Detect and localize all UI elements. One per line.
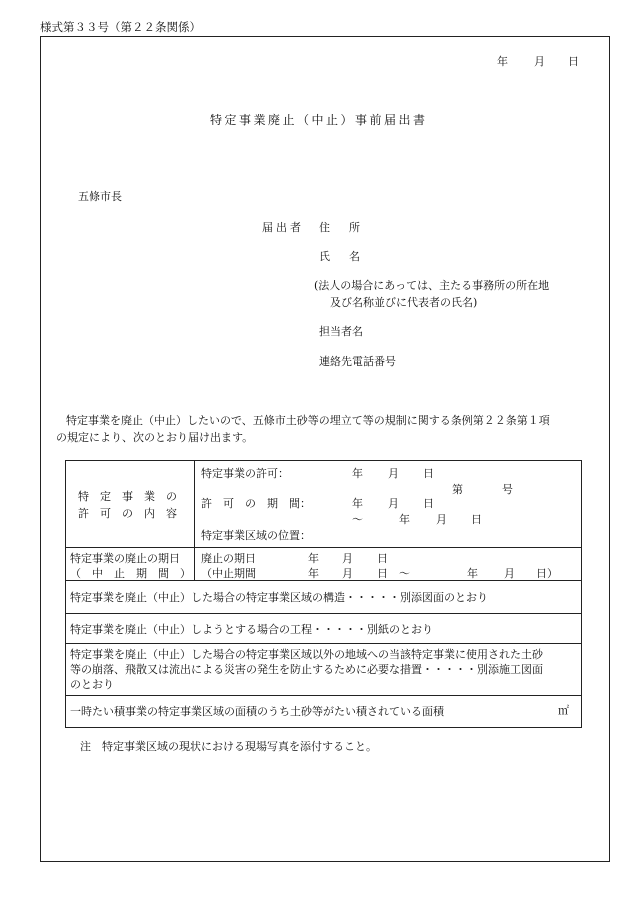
structure-row — [66, 581, 581, 614]
period-month: 月 — [388, 497, 399, 510]
abolish-year: 年 — [308, 552, 319, 565]
measures-line3: のとおり — [70, 678, 114, 691]
period-year: 年 — [352, 497, 363, 510]
form-number: 様式第３３号（第２２条関係） — [40, 20, 201, 34]
measures-row — [66, 644, 581, 696]
period-label: 許 可 の 期 間： — [201, 497, 311, 510]
period-tilde: ～ — [352, 513, 363, 526]
applicant-note-line1: (法人の場合にあっては、主たる事務所の所在地 — [314, 279, 550, 292]
area-row — [66, 696, 581, 727]
suspend-year2: 年 — [467, 567, 478, 580]
permit-date-label: 特定事業の許可： — [201, 467, 289, 480]
suspend-label: （中止期間 — [201, 567, 256, 580]
contact-phone: 連絡先電話番号 — [319, 355, 396, 368]
measures-line2: 等の崩落、飛散又は流出による災害の発生を防止するために必要な措置・・・・・別添施工図面 — [70, 663, 543, 676]
period-day: 日 — [423, 497, 434, 510]
page-title: 特定事業廃止（中止）事前届出書 — [210, 113, 428, 127]
process-row — [66, 614, 581, 644]
abolish-header-line2: （ 中 止 期 間 ） — [70, 567, 191, 580]
suspend-year: 年 — [308, 567, 319, 580]
abolish-date-label: 廃止の期日 — [201, 552, 256, 565]
addressee: 五條市長 — [78, 190, 122, 203]
structure-text: 特定事業を廃止（中止）した場合の特定事業区域の構造・・・・・別添図面のとおり — [70, 591, 488, 604]
process-text: 特定事業を廃止（中止）しようとする場合の工程・・・・・別紙のとおり — [70, 623, 433, 636]
period-day2: 日 — [471, 513, 482, 526]
applicant-note-line2: 及び名称並びに代表者の氏名) — [330, 296, 478, 309]
permit-year: 年 — [352, 467, 363, 480]
period-month2: 月 — [436, 513, 447, 526]
form-frame — [40, 36, 610, 862]
permit-row — [66, 461, 581, 548]
body-line1: 特定事業を廃止（中止）したいので、五條市土砂等の埋立て等の規制に関する条例第２２条第１項 — [66, 414, 550, 427]
area-text: 一時たい積事業の特定事業区域の面積のうち土砂等がたい積されている面積 — [70, 705, 444, 718]
suspend-month2: 月 — [504, 567, 515, 580]
permit-month: 月 — [388, 467, 399, 480]
applicant-label: 届出者 — [262, 221, 304, 234]
date-day: 日 — [568, 55, 579, 68]
abolish-row — [66, 548, 581, 581]
contact-person: 担当者名 — [319, 325, 363, 338]
date-year: 年 — [497, 55, 508, 68]
body-line2: の規定により、次のとおり届け出ます。 — [56, 431, 254, 444]
suspend-day2: 日） — [536, 567, 558, 580]
applicant-name: 氏 名 — [319, 250, 364, 263]
permit-day: 日 — [423, 467, 434, 480]
permit-header-line2: 許 可 の 内 容 — [78, 507, 177, 520]
permit-header-line1: 特 定 事 業 の — [78, 490, 177, 503]
period-year2: 年 — [399, 513, 410, 526]
permit-number-suffix: 号 — [502, 483, 513, 496]
measures-line1: 特定事業を廃止（中止）した場合の特定事業区域以外の地域への当該特定事業に使用された土砂 — [70, 648, 543, 661]
permit-number-prefix: 第 — [452, 483, 463, 496]
abolish-day: 日 — [377, 552, 388, 565]
suspend-month: 月 — [342, 567, 353, 580]
location-label: 特定事業区域の位置： — [201, 529, 311, 542]
details-table — [65, 460, 582, 728]
footnote: 注 特定事業区域の現状における現場写真を添付すること。 — [80, 740, 377, 753]
abolish-month: 月 — [342, 552, 353, 565]
suspend-day: 日 ～ — [377, 567, 410, 580]
date-month: 月 — [534, 55, 545, 68]
area-unit: ㎡ — [558, 704, 569, 717]
applicant-address: 住 所 — [319, 221, 364, 234]
abolish-header-line1: 特定事業の廃止の期日 — [70, 552, 180, 565]
